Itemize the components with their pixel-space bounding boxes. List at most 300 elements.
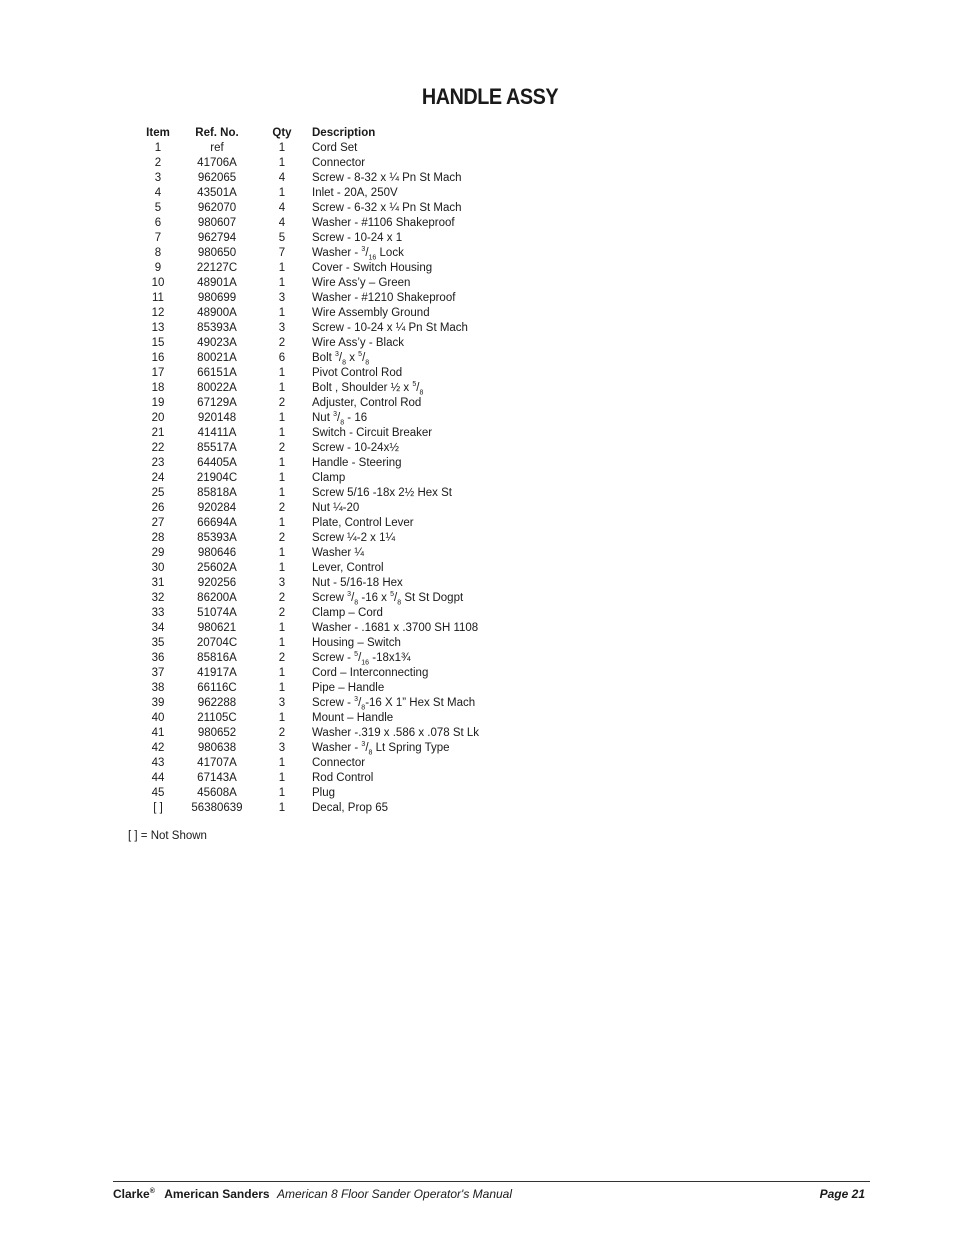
item-number: 3 bbox=[154, 172, 162, 184]
fraction: $^5/_8$ bbox=[412, 381, 424, 397]
page-title: HANDLE ASSY bbox=[421, 84, 559, 109]
footer-brand: Clarke bbox=[113, 1187, 150, 1201]
part-description bbox=[308, 591, 479, 606]
part-description bbox=[308, 741, 479, 756]
header-description: Description bbox=[312, 127, 376, 139]
table-row bbox=[138, 216, 479, 231]
fraction: $^3/_{16}$ bbox=[361, 246, 377, 262]
quantity: 1 bbox=[278, 412, 286, 424]
ref-number: 22127C bbox=[196, 262, 238, 274]
item-number: 10 bbox=[151, 277, 165, 289]
item-number: 15 bbox=[151, 337, 165, 349]
description-text: Adjuster, Control Rod bbox=[312, 397, 422, 409]
description-text: Lt Spring Type bbox=[372, 742, 450, 754]
ref-number: 962065 bbox=[197, 172, 237, 184]
table-row bbox=[138, 261, 479, 276]
description-text: Inlet - 20A, 250V bbox=[312, 187, 398, 199]
footer-divider bbox=[113, 1181, 870, 1182]
description-text: Housing – Switch bbox=[312, 637, 401, 649]
description-text: Lock bbox=[376, 247, 404, 259]
description-text: Rod Control bbox=[312, 772, 374, 784]
item-number: 25 bbox=[151, 487, 165, 499]
table-row bbox=[138, 666, 479, 681]
ref-number: 85517A bbox=[197, 442, 237, 454]
quantity: 3 bbox=[278, 577, 286, 589]
fraction-numerator: 5 bbox=[358, 351, 363, 359]
ref-number: 980652 bbox=[197, 727, 237, 739]
description-text: Clamp – Cord bbox=[312, 607, 383, 619]
description-text: Wire Ass’y - Black bbox=[312, 337, 405, 349]
ref-number: 85393A bbox=[197, 322, 237, 334]
item-number: 7 bbox=[154, 232, 162, 244]
quantity: 2 bbox=[278, 652, 286, 664]
part-description bbox=[308, 351, 479, 366]
fraction-denominator: 16 bbox=[368, 254, 377, 262]
part-description bbox=[308, 201, 479, 216]
ref-number: 920284 bbox=[197, 502, 237, 514]
fraction-numerator: 3 bbox=[354, 696, 359, 704]
ref-number: 43501A bbox=[197, 187, 237, 199]
table-row bbox=[138, 276, 479, 291]
item-number: 29 bbox=[151, 547, 165, 559]
ref-number: 25602A bbox=[197, 562, 237, 574]
parts-table bbox=[138, 126, 479, 816]
quantity: 4 bbox=[278, 172, 286, 184]
quantity: 1 bbox=[278, 637, 286, 649]
quantity: 3 bbox=[278, 292, 286, 304]
table-row bbox=[138, 756, 479, 771]
part-description bbox=[308, 711, 479, 726]
item-number: [ ] bbox=[153, 802, 163, 814]
ref-number: 80021A bbox=[197, 352, 237, 364]
table-row bbox=[138, 636, 479, 651]
part-description bbox=[308, 666, 479, 681]
part-description bbox=[308, 231, 479, 246]
item-number: 34 bbox=[151, 622, 165, 634]
ref-number: 21904C bbox=[196, 472, 238, 484]
ref-number: 41917A bbox=[197, 667, 237, 679]
part-description bbox=[308, 141, 479, 156]
ref-number: 962288 bbox=[197, 697, 237, 709]
page-footer bbox=[113, 1187, 865, 1201]
description-text: Nut ¼-20 bbox=[312, 502, 360, 514]
table-row bbox=[138, 711, 479, 726]
ref-number: 980650 bbox=[197, 247, 237, 259]
ref-number: 980621 bbox=[197, 622, 237, 634]
description-text: Cord Set bbox=[312, 142, 358, 154]
part-description bbox=[308, 531, 479, 546]
table-row bbox=[138, 411, 479, 426]
quantity: 1 bbox=[278, 517, 286, 529]
part-description bbox=[308, 471, 479, 486]
item-number: 41 bbox=[151, 727, 165, 739]
description-text: Washer - bbox=[312, 742, 362, 754]
description-text: Mount – Handle bbox=[312, 712, 394, 724]
description-text: Handle - Steering bbox=[312, 457, 402, 469]
fraction-numerator: 5 bbox=[354, 651, 359, 659]
table-row bbox=[138, 516, 479, 531]
table-row bbox=[138, 426, 479, 441]
quantity: 1 bbox=[278, 787, 286, 799]
table-row bbox=[138, 396, 479, 411]
table-row bbox=[138, 246, 479, 261]
item-number: 45 bbox=[151, 787, 165, 799]
ref-number: 85816A bbox=[197, 652, 237, 664]
footer-manual-title: American 8 Floor Sander Operator's Manual bbox=[276, 1187, 513, 1201]
ref-number: 920148 bbox=[197, 412, 237, 424]
quantity: 7 bbox=[278, 247, 286, 259]
table-row bbox=[138, 651, 479, 666]
quantity: 5 bbox=[278, 232, 286, 244]
part-description bbox=[308, 246, 479, 261]
description-text: Connector bbox=[312, 757, 366, 769]
quantity: 1 bbox=[278, 757, 286, 769]
table-row bbox=[138, 186, 479, 201]
part-description bbox=[308, 651, 479, 666]
ref-number: 49023A bbox=[197, 337, 237, 349]
fraction-numerator: 3 bbox=[335, 351, 339, 359]
table-row bbox=[138, 141, 479, 156]
ref-number: 980699 bbox=[197, 292, 237, 304]
item-number: 33 bbox=[151, 607, 165, 619]
part-description bbox=[308, 381, 479, 396]
part-description bbox=[308, 501, 479, 516]
description-text: Switch - Circuit Breaker bbox=[312, 427, 433, 439]
ref-number: 66151A bbox=[197, 367, 237, 379]
description-text: Pivot Control Rod bbox=[312, 367, 403, 379]
parts-table-body bbox=[138, 141, 479, 816]
item-number: 19 bbox=[151, 397, 165, 409]
fraction-numerator: 3 bbox=[361, 246, 366, 254]
quantity: 1 bbox=[278, 367, 286, 379]
description-text: Screw ¼-2 x 1¼ bbox=[312, 532, 396, 544]
item-number: 35 bbox=[151, 637, 165, 649]
part-description bbox=[308, 216, 479, 231]
item-number: 44 bbox=[151, 772, 165, 784]
table-row bbox=[138, 171, 479, 186]
ref-number: 962070 bbox=[197, 202, 237, 214]
description-text: Screw - 10-24 x ¼ Pn St Mach bbox=[312, 322, 468, 334]
table-row bbox=[138, 546, 479, 561]
quantity: 3 bbox=[278, 322, 286, 334]
description-text: Washer - .1681 x .3700 SH 1108 bbox=[312, 622, 479, 634]
table-row bbox=[138, 501, 479, 516]
description-text: Wire Assembly Ground bbox=[312, 307, 430, 319]
part-description bbox=[308, 636, 479, 651]
item-number: 16 bbox=[151, 352, 165, 364]
fraction-numerator: 3 bbox=[347, 591, 352, 599]
quantity: 1 bbox=[278, 457, 286, 469]
table-row bbox=[138, 621, 479, 636]
header-item: Item bbox=[146, 127, 170, 139]
footer-company: American Sanders bbox=[164, 1187, 270, 1201]
quantity: 1 bbox=[278, 712, 286, 724]
ref-number: 85393A bbox=[197, 532, 237, 544]
item-number: 24 bbox=[151, 472, 165, 484]
part-description bbox=[308, 801, 479, 816]
description-text: Clamp bbox=[312, 472, 346, 484]
quantity: 1 bbox=[278, 472, 286, 484]
item-number: 4 bbox=[154, 187, 162, 199]
table-row bbox=[138, 336, 479, 351]
item-number: 32 bbox=[151, 592, 165, 604]
quantity: 1 bbox=[278, 277, 286, 289]
ref-number: 20704C bbox=[196, 637, 238, 649]
description-text: Plug bbox=[312, 787, 336, 799]
ref-number: 67143A bbox=[197, 772, 237, 784]
quantity: 2 bbox=[278, 502, 286, 514]
quantity: 1 bbox=[278, 142, 286, 154]
description-text: - 16 bbox=[344, 412, 368, 424]
fraction-denominator: 8 bbox=[368, 749, 373, 757]
item-number: 13 bbox=[151, 322, 165, 334]
fraction: $^3/_8$ bbox=[361, 741, 373, 757]
table-row bbox=[138, 786, 479, 801]
item-number: 28 bbox=[151, 532, 165, 544]
fraction: $^5/_8$ bbox=[358, 351, 370, 367]
description-text: Screw bbox=[312, 592, 348, 604]
description-text: Screw - 8-32 x ¼ Pn St Mach bbox=[312, 172, 462, 184]
description-text: Washer - #1210 Shakeproof bbox=[312, 292, 456, 304]
quantity: 4 bbox=[278, 202, 286, 214]
description-text: Connector bbox=[312, 157, 366, 169]
fraction: $^3/_8$ bbox=[354, 696, 366, 712]
quantity: 1 bbox=[278, 157, 286, 169]
part-description bbox=[308, 261, 479, 276]
ref-number: ref bbox=[210, 142, 224, 154]
fraction-denominator: 8 bbox=[340, 419, 345, 427]
ref-number: 80022A bbox=[197, 382, 237, 394]
ref-number: 85818A bbox=[197, 487, 237, 499]
part-description bbox=[308, 321, 479, 336]
item-number: 12 bbox=[151, 307, 165, 319]
ref-number: 66694A bbox=[197, 517, 237, 529]
item-number: 1 bbox=[154, 142, 162, 154]
description-text: Nut - 5/16-18 Hex bbox=[312, 577, 403, 589]
part-description bbox=[308, 456, 479, 471]
part-description bbox=[308, 756, 479, 771]
fraction-denominator: 8 bbox=[419, 389, 424, 397]
quantity: 3 bbox=[278, 742, 286, 754]
ref-number: 962794 bbox=[197, 232, 237, 244]
item-number: 5 bbox=[154, 202, 162, 214]
ref-number: 980646 bbox=[197, 547, 237, 559]
item-number: 20 bbox=[151, 412, 165, 424]
table-row bbox=[138, 576, 479, 591]
quantity: 1 bbox=[278, 562, 286, 574]
description-text: x bbox=[346, 352, 359, 364]
item-number: 18 bbox=[151, 382, 165, 394]
item-number: 2 bbox=[154, 157, 162, 169]
description-text: Cord – Interconnecting bbox=[312, 667, 429, 679]
part-description bbox=[308, 771, 479, 786]
description-text: Plate, Control Lever bbox=[312, 517, 414, 529]
quantity: 2 bbox=[278, 442, 286, 454]
item-number: 36 bbox=[151, 652, 165, 664]
item-number: 27 bbox=[151, 517, 165, 529]
registered-mark: ® bbox=[149, 1188, 155, 1195]
quantity: 2 bbox=[278, 532, 286, 544]
part-description bbox=[308, 546, 479, 561]
fraction-numerator: 5 bbox=[390, 591, 395, 599]
description-text: -18x1¾ bbox=[369, 652, 411, 664]
fraction-denominator: 8 bbox=[342, 359, 347, 367]
header-ref-no: Ref. No. bbox=[195, 127, 239, 139]
ref-number: 41706A bbox=[197, 157, 237, 169]
ref-number: 980638 bbox=[197, 742, 237, 754]
description-text: Screw - 10-24 x 1 bbox=[312, 232, 403, 244]
fraction-denominator: 8 bbox=[354, 599, 359, 607]
item-number: 30 bbox=[151, 562, 165, 574]
description-text: Washer - #1106 Shakeproof bbox=[312, 217, 455, 229]
item-number: 26 bbox=[151, 502, 165, 514]
fraction: $^3/_8$ bbox=[333, 411, 345, 427]
quantity: 2 bbox=[278, 397, 286, 409]
part-description bbox=[308, 486, 479, 501]
quantity: 2 bbox=[278, 727, 286, 739]
fraction: $^3/_8$ bbox=[335, 351, 347, 367]
header-qty: Qty bbox=[272, 127, 292, 139]
part-description bbox=[308, 606, 479, 621]
ref-number: 66116C bbox=[197, 682, 237, 694]
description-text: St St Dogpt bbox=[401, 592, 464, 604]
quantity: 1 bbox=[278, 682, 286, 694]
part-description bbox=[308, 576, 479, 591]
table-row bbox=[138, 561, 479, 576]
part-description bbox=[308, 426, 479, 441]
table-row bbox=[138, 531, 479, 546]
fraction-numerator: 5 bbox=[412, 381, 417, 389]
item-number: 6 bbox=[154, 217, 162, 229]
description-text: Pipe – Handle bbox=[312, 682, 385, 694]
table-row bbox=[138, 381, 479, 396]
ref-number: 48901A bbox=[197, 277, 237, 289]
description-text: -16 x bbox=[358, 592, 391, 604]
table-row bbox=[138, 306, 479, 321]
ref-number: 920256 bbox=[197, 577, 237, 589]
ref-number: 41411A bbox=[197, 427, 237, 439]
quantity: 3 bbox=[278, 697, 286, 709]
quantity: 1 bbox=[278, 187, 286, 199]
item-number: 43 bbox=[151, 757, 165, 769]
ref-number: 21105C bbox=[197, 712, 237, 724]
table-row bbox=[138, 231, 479, 246]
fraction-denominator: 8 bbox=[397, 599, 402, 607]
part-description bbox=[308, 411, 479, 426]
item-number: 22 bbox=[151, 442, 165, 454]
part-description bbox=[308, 396, 479, 411]
ref-number: 48900A bbox=[197, 307, 237, 319]
quantity: 1 bbox=[278, 307, 286, 319]
part-description bbox=[308, 336, 479, 351]
item-number: 37 bbox=[151, 667, 165, 679]
part-description bbox=[308, 171, 479, 186]
table-row bbox=[138, 681, 479, 696]
table-row bbox=[138, 156, 479, 171]
quantity: 1 bbox=[278, 427, 286, 439]
part-description bbox=[308, 441, 479, 456]
description-text: Washer - bbox=[312, 247, 362, 259]
ref-number: 64405A bbox=[197, 457, 237, 469]
footer-page-number: Page 21 bbox=[819, 1187, 865, 1201]
table-row bbox=[138, 471, 479, 486]
description-text: Screw 5/16 -18x 2½ Hex St bbox=[312, 487, 452, 499]
table-row bbox=[138, 591, 479, 606]
table-row bbox=[138, 351, 479, 366]
not-shown-note: [ ] = Not Shown bbox=[128, 830, 207, 842]
description-text: Screw - 10-24x½ bbox=[312, 442, 399, 454]
ref-number: 41707A bbox=[197, 757, 237, 769]
quantity: 2 bbox=[278, 337, 286, 349]
part-description bbox=[308, 621, 479, 636]
quantity: 2 bbox=[278, 592, 286, 604]
quantity: 1 bbox=[278, 487, 286, 499]
ref-number: 45608A bbox=[197, 787, 237, 799]
item-number: 38 bbox=[151, 682, 165, 694]
item-number: 39 bbox=[151, 697, 165, 709]
quantity: 1 bbox=[278, 382, 286, 394]
part-description bbox=[308, 306, 479, 321]
part-description bbox=[308, 276, 479, 291]
ref-number: 67129A bbox=[197, 397, 237, 409]
fraction: $^5/_8$ bbox=[390, 591, 402, 607]
part-description bbox=[308, 681, 479, 696]
part-description bbox=[308, 726, 479, 741]
quantity: 1 bbox=[278, 547, 286, 559]
part-description bbox=[308, 186, 479, 201]
item-number: 17 bbox=[151, 367, 165, 379]
fraction-numerator: 3 bbox=[361, 741, 366, 749]
table-row bbox=[138, 366, 479, 381]
description-text: -16 X 1” Hex St Mach bbox=[365, 697, 476, 709]
part-description bbox=[308, 696, 479, 711]
part-description bbox=[308, 561, 479, 576]
table-row bbox=[138, 726, 479, 741]
fraction-denominator: 8 bbox=[365, 359, 370, 367]
quantity: 4 bbox=[278, 217, 286, 229]
table-header-row bbox=[138, 126, 479, 141]
item-number: 23 bbox=[151, 457, 165, 469]
item-number: 11 bbox=[152, 292, 164, 304]
ref-number: 51074A bbox=[197, 607, 237, 619]
description-text: Nut bbox=[312, 412, 334, 424]
part-description bbox=[308, 366, 479, 381]
description-text: Bolt , Shoulder ½ x bbox=[312, 382, 413, 394]
table-row bbox=[138, 486, 479, 501]
quantity: 2 bbox=[278, 607, 286, 619]
description-text: Screw - bbox=[312, 652, 355, 664]
quantity: 1 bbox=[278, 802, 286, 814]
description-text: Decal, Prop 65 bbox=[312, 802, 389, 814]
quantity: 1 bbox=[278, 772, 286, 784]
description-text: Wire Ass’y – Green bbox=[312, 277, 411, 289]
table-row bbox=[138, 441, 479, 456]
table-row bbox=[138, 696, 479, 711]
description-text: Bolt bbox=[312, 352, 336, 364]
table-row bbox=[138, 201, 479, 216]
quantity: 1 bbox=[278, 262, 286, 274]
fraction: $^3/_8$ bbox=[347, 591, 359, 607]
fraction-denominator: 16 bbox=[361, 659, 370, 667]
ref-number: 56380639 bbox=[191, 802, 243, 814]
item-number: 40 bbox=[151, 712, 165, 724]
quantity: 6 bbox=[278, 352, 286, 364]
table-row bbox=[138, 291, 479, 306]
table-row bbox=[138, 606, 479, 621]
part-description bbox=[308, 291, 479, 306]
description-text: Washer -.319 x .586 x .078 St Lk bbox=[312, 727, 480, 739]
table-row bbox=[138, 771, 479, 786]
